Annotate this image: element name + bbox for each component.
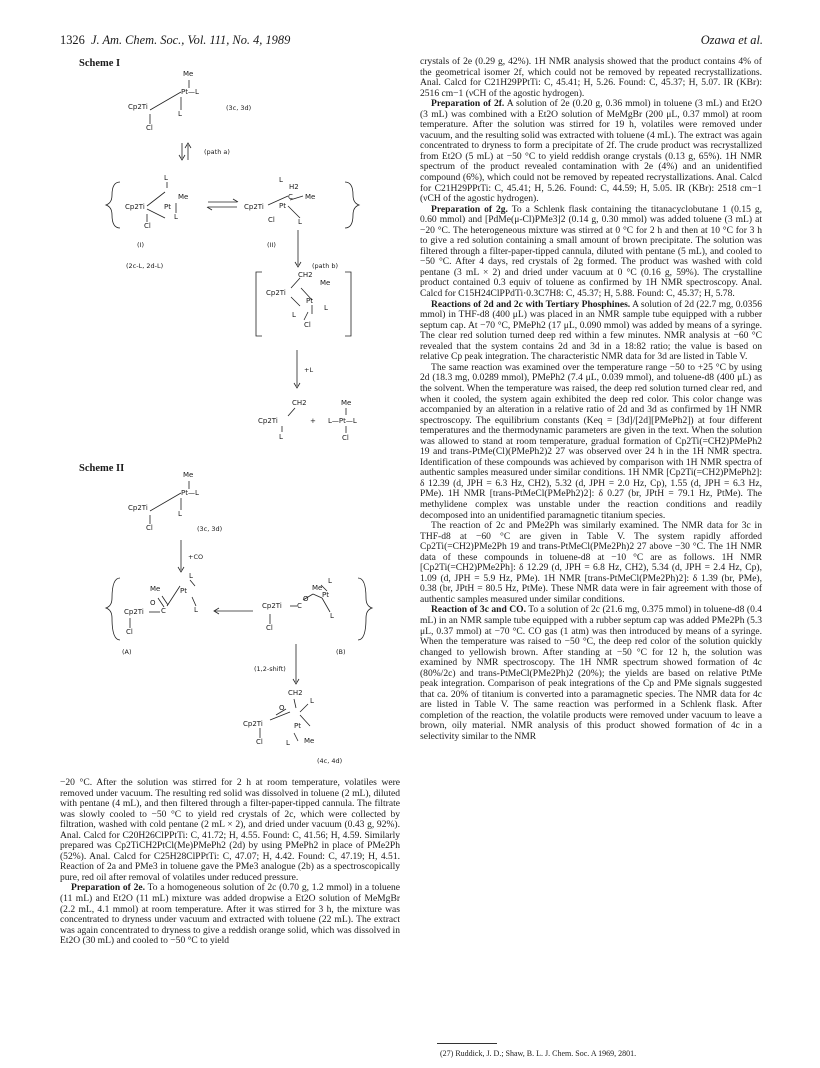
scheme1-II-me: Me — [305, 193, 316, 201]
scheme1-product-l: L — [279, 433, 283, 441]
scheme2-label-4c4d: (4c, 4d) — [317, 757, 343, 765]
right-paragraph-3 — [420, 205, 762, 300]
scheme1-product-me: Me — [341, 399, 352, 407]
header-left — [60, 33, 290, 48]
scheme1-III-cp2ti: Cp2Ti — [266, 289, 286, 297]
right-paragraph-7-heading: Reaction of 3c and CO. — [431, 604, 526, 616]
scheme2-C-l: L — [310, 697, 314, 705]
scheme1-I-l2: L — [174, 213, 178, 221]
right-paragraph-4 — [420, 300, 762, 363]
scheme1-II-l2: L — [298, 218, 302, 226]
right-paragraph-7-body: To a solution of 2c (21.6 mg, 0.375 mmol) in toluene-d8 (0.4 mL) in an NMR sample tube equipped with a rubber septum cap was added PMe2Ph (5.3 μL, 0.37 mmol) at −70 °C. CO gas (1 atm) was then introduced by means of a syringe. When the temperature was raised to −50 °C, the deep red color of the solution quickly changed to yellowish brown. After standing at −50 °C for 12 h, the solution was examined by NMR spectroscopy. The 1H NMR spectrum showed formation of 4c (80%/2c) and trans-PtMeCl(PMe2Ph)2 (20%); the yields are based on relative PtMe peak integration. Comparison of peak integrations of the Cp and PMe signals suggested that ca. 20% of titanium is converted into a paramagnetic species. The NMR data for 4c are listed in Table V. The same reaction was performed in a Schlenk flask. After completion of the reaction, the volatile products were removed under vacuum to leave a brown, oily material. NMR analysis of this product showed formation of 4c in a selectivity similar to the NMR — [420, 604, 763, 742]
scheme-1-title: Scheme I — [79, 58, 121, 69]
scheme2-shift: (1,2-shift) — [254, 665, 286, 673]
scheme1-III-me: Me — [320, 279, 331, 287]
scheme1-II-cp2ti: Cp2Ti — [244, 203, 264, 211]
scheme2-C-me: Me — [304, 737, 315, 745]
scheme1-l: L — [178, 110, 182, 118]
scheme1-plus-l: +L — [304, 366, 314, 374]
scheme1-II-pt: Pt — [279, 202, 286, 210]
scheme2-cp2ti: Cp2Ti — [128, 504, 148, 512]
scheme2-A-me: Me — [150, 585, 161, 593]
scheme1-I-l: L — [164, 174, 168, 182]
scheme1-III-cl: Cl — [304, 321, 311, 329]
scheme2-A-l2: L — [194, 606, 198, 614]
left-column — [60, 778, 400, 947]
scheme2-l: L — [178, 510, 182, 518]
scheme2-A-o: O — [150, 599, 156, 607]
right-paragraph-2-heading: Preparation of 2f. — [431, 98, 505, 110]
right-paragraph-2-body: A solution of 2e (0.20 g, 0.36 mmol) in toluene (3 mL) and Et2O (3 mL) was combined with a Et2O solution of MeMgBr (200 μL, 0.37 mmol) at room temperature. After the solution was stirred for 19 h, volatiles were removed under vacuum, and the resulting solid was extracted with toluene (4 mL). The extract was again concentrated to dryness to form a precipitate of 2f. The crude product was recrystallized from Et2O (5 mL) at −50 °C to yield reddish orange crystals (0.13 g, 65%). 1H NMR spectrum of the product revealed contamination with 2e (4%) and an unidentified compound (6%), which could not be removed by repeated recrystallizations. Anal. Calcd for C21H29PPtTi: C, 45.41; H, 5.26. Found: C, 44.59; H, 5.05. IR (KBr): 2518 cm−1 (νCH of the agostic hydrogen). — [420, 98, 762, 205]
scheme1-I-pt: Pt — [164, 203, 171, 211]
scheme1-product-plus: + — [310, 417, 316, 425]
scheme1-label-II: (II) — [267, 241, 276, 249]
scheme2-B-o: O — [303, 595, 309, 603]
scheme2-B-c: C — [297, 602, 302, 610]
right-column — [420, 57, 762, 743]
scheme1-I-cp2ti: Cp2Ti — [125, 203, 145, 211]
scheme1-product-cl: Cl — [342, 434, 349, 442]
journal-name: J. Am. Chem. Soc., — [90, 33, 185, 47]
scheme2-C-o: O — [279, 704, 285, 712]
footnote-27: (27) Ruddick, J. D.; Shaw, B. L. J. Chem. Soc. A 1969, 2801. — [440, 1049, 637, 1058]
scheme2-C-cl: Cl — [256, 738, 263, 746]
scheme1-cp2ti: Cp2Ti — [128, 103, 148, 111]
scheme2-A-pt: Pt — [180, 587, 187, 595]
left-paragraph-1: −20 °C. After the solution was stirred for 2 h at room temperature, volatiles were removed under vacuum. The resulting red solid was dissolved in toluene (2 mL), diluted with pentane (4 mL), and then filtered through a filter-paper-tipped cannula. The filtrate was slowly cooled to −50 °C to yield red crystals of 2c, which were collected by filtration, washed with cold pentane (2 mL × 2), and dried under vacuum (0.43 g, 92%). Anal. Calcd for C20H26ClPPtTi: C, 41.72; H, 4.55. Found: C, 41.56; H, 4.59. Similarly prepared was Cp2TiCH2PtCl(Me)PMePh2 (2d) by using PMePh2 in place of PMe2Ph (52%). Anal. Calcd for C25H28ClPPtTi: C, 47.07; H, 4.42. Found: C, 47.19; H, 4.51. Reaction of 2a and PMe3 in toluene gave the PMe3 analogue (2b) as a spectroscopically pure, red oil after removal of volatiles under reduced pressure. — [60, 777, 400, 883]
right-paragraph-1: crystals of 2e (0.29 g, 42%). 1H NMR analysis showed that the product contains 4% of the geometrical isomer 2f, which could not be removed by repeated recrystallizations. Anal. Calcd for C21H29PPtTi: C, 45.41; H, 5.26. Found: C, 45.37; H, 5.07. IR (KBr): 2516 cm−1 (νCH of the agostic hydrogen). — [420, 56, 762, 99]
scheme1-product-ch2: CH2 — [292, 399, 307, 407]
scheme1-product-lptl: L—Pt—L — [328, 417, 357, 425]
scheme2-me: Me — [183, 471, 194, 479]
left-paragraph-2 — [60, 883, 400, 946]
scheme1-III-pt: Pt — [306, 297, 313, 305]
scheme1-label-2cl: (2c-L, 2d-L) — [126, 262, 164, 270]
right-paragraph-3-heading: Preparation of 2g. — [431, 203, 508, 215]
left-paragraph-2-heading: Preparation of 2e. — [71, 882, 146, 894]
right-paragraph-6: The reaction of 2c and PMe2Ph was similarly examined. The NMR data for 3c in THF-d8 at −60 °C are given in Table V. The system rapidly afforded Cp2Ti(=CH2)PMe2Ph 19 and trans-PtMeCl(PMe2Ph)2 27 above −30 °C. The 1H NMR data of these compounds in toluene-d8 at −10 °C are as follows. 1H NMR [Cp2Ti(=CH2)PMe2Ph]: δ 12.29 (d, JPH = 6.8 Hz, CH2), 5.34 (d, JPH = 2.4 Hz, Cp), 1.09 (d, JPH = 5.9 Hz, PMe). 1H NMR [trans-PtMeCl(PMe2Ph)2]: δ 1.39 (br, PMe), 0.38 (br, JPtH = 80.5 Hz, PtMe). These NMR data were in fair agreement with those of authentic samples measured under similar conditions. — [420, 520, 762, 605]
scheme2-plus-co: +CO — [188, 553, 204, 561]
scheme2-A-cp2ti: Cp2Ti — [124, 608, 144, 616]
right-paragraph-7 — [420, 605, 762, 742]
right-paragraph-5: The same reaction was examined over the temperature range −50 to +25 °C by using 2d (18.3 mg, 0.0289 mmol), PMePh2 (7.4 μL, 0.039 mmol), and toluene-d8 (400 μL) as the solvent. When the temperature was raised, the deep red solution turned clear red, and when it cooled, the system again exhibited the deep red color. This color change was accompanied by an alteration in a relative ratio of 2d and 3d as confirmed by 1H NMR spectroscopy. The equilibrium constants (Keq = [3d]/[2d][PMePh2]) at four different temperatures and the thermodynamic parameters are given in the text. When the solution was allowed to stand at room temperature, gradual formation of Cp2Ti(=CH2)PMePh2 19 and trans-PtMe(Cl)(PMePh2)2 27 was observed over 24 h in the 1H NMR spectra. Identification of these compounds was achieved by comparison with 1H NMR spectra of authentic samples measured under similar conditions. 1H NMR [Cp2Ti(=CH2)PMePh2]: δ 12.39 (d, JPH = 6.3 Hz, CH2), 5.32 (d, JPH = 2.0 Hz, Cp), 1.55 (d, JPH = 6.3 Hz, PMe). 1H NMR [trans-PtMeCl(PMePh2)2]: δ 0.27 (br, JPtH = 79.1 Hz, PtMe). The methylidene complex was unstable under the reaction conditions and readily decomposed into an unidentified paramagnetic titanium species. — [420, 361, 762, 521]
right-paragraph-4-heading: Reactions of 2d and 2c with Tertiary Phosphines. — [431, 298, 631, 310]
scheme2-C-cp2ti: Cp2Ti — [243, 720, 263, 728]
scheme1-II-cl: Cl — [268, 216, 275, 224]
page-number: 1326 — [60, 33, 85, 47]
left-paragraph-2-body: To a homogeneous solution of 2c (0.70 g, 1.2 mmol) in a toluene (11 mL) and Et2O (11 mL) mixture was added dropwise a Et2O solution of MeMgBr (2.2 mL, 4.1 mmol) at room temperature. After it was stirred for 3 h, the mixture was concentrated to dryness under vacuum and extracted with toluene (22 mL). The extract was again concentrated to dryness to give a reddish orange solid, which was dissolved in Et2O (30 mL) and cooled to −50 °C to yield — [60, 882, 400, 947]
scheme2-A-cl: Cl — [126, 628, 133, 636]
scheme1-me: Me — [183, 70, 194, 78]
scheme1-III-ch2: CH2 — [298, 271, 313, 279]
scheme2-A-l: L — [189, 572, 193, 580]
scheme-2-title: Scheme II — [79, 463, 125, 474]
scheme1-pt-l: Pt—L — [181, 88, 199, 96]
scheme1-I-me: Me — [178, 193, 189, 201]
scheme1-II-c: C — [288, 193, 293, 201]
scheme2-B-cp2ti: Cp2Ti — [262, 602, 282, 610]
scheme1-compound-3c3d: (3c, 3d) — [226, 104, 252, 112]
footnote-rule — [437, 1043, 497, 1044]
scheme2-pt-l: Pt—L — [181, 489, 199, 497]
scheme1-path-a: (path a) — [204, 148, 230, 156]
scheme1-II-h2: H2 — [289, 183, 299, 191]
right-paragraph-3-body: To a Schlenk flask containing the titanacyclobutane 1 (0.15 g, 0.60 mmol) and [PdMe(μ-Cl)PMe3]2 (0.14 g, 0.30 mmol) was added toluene (3 mL) at −20 °C. The heterogeneous mixture was stirred at 0 °C for 2 h and then at 10 °C for 3 h to give a red solution containing a small amount of brown precipitate. The solution was filtered through a filter-paper-tipped cannula, diluted with pentane (5 mL), and cooled to −50 °C. After 4 days, red crystals of 2g formed. The product was washed with cold pentane (3 mL × 2) and dried under vacuum at 0 °C (0.16 g, 59%). The crystalline product contained 0.3 equiv of toluene as confirmed by 1H NMR spectroscopy. Anal. Calcd for C15H24ClPPdTi·0.3C7H8: C, 45.37; H, 5.88. Found: C, 45.37; H, 5.78. — [420, 203, 762, 300]
scheme1-cl: Cl — [146, 124, 153, 132]
scheme2-B-pt: Pt — [322, 591, 329, 599]
scheme1-product-cp2ti: Cp2Ti — [258, 417, 278, 425]
scheme2-compound-3c3d: (3c, 3d) — [197, 525, 223, 533]
scheme2-cl: Cl — [146, 524, 153, 532]
scheme1-III-l2: L — [324, 304, 328, 312]
right-paragraph-4-body: A solution of 2d (22.7 mg, 0.0356 mmol) in THF-d8 (400 μL) was placed in an NMR sample tube equipped with a rubber septum cap. At −70 °C, PMePh2 (17 μL, 0.090 mmol) was added by means of a syringe. The clear red solution turned deep red within a few minutes. NMR analysis at −60 °C revealed that the system contains 2d and 3d in a 18:82 ratio; the value is based on relative Cp peak integration. The characteristic NMR data for 3d are listed in Table V. — [420, 298, 762, 363]
scheme2-C-ch2: CH2 — [288, 689, 303, 697]
scheme1-II-l: L — [279, 176, 283, 184]
scheme1-path-b: (path b) — [312, 262, 339, 270]
scheme2-C-pt: Pt — [294, 722, 301, 730]
scheme2-B-cl: Cl — [266, 624, 273, 632]
scheme1-III-l: L — [292, 311, 296, 319]
running-header — [60, 33, 763, 49]
scheme2-label-A: (A) — [122, 648, 132, 656]
scheme2-B-l: L — [328, 577, 332, 585]
scheme1-I-cl: Cl — [144, 222, 151, 230]
scheme2-B-l2: L — [330, 612, 334, 620]
scheme2-C-l2: L — [286, 739, 290, 747]
scheme2-B-me: Me — [312, 584, 323, 592]
right-paragraph-2 — [420, 99, 762, 204]
scheme2-label-B: (B) — [336, 648, 346, 656]
header-authors: Ozawa et al. — [700, 33, 763, 47]
journal-volume: Vol. 111, No. 4, 1989 — [187, 33, 291, 47]
scheme2-A-c: C — [161, 607, 166, 615]
scheme1-label-I: (I) — [137, 241, 144, 249]
